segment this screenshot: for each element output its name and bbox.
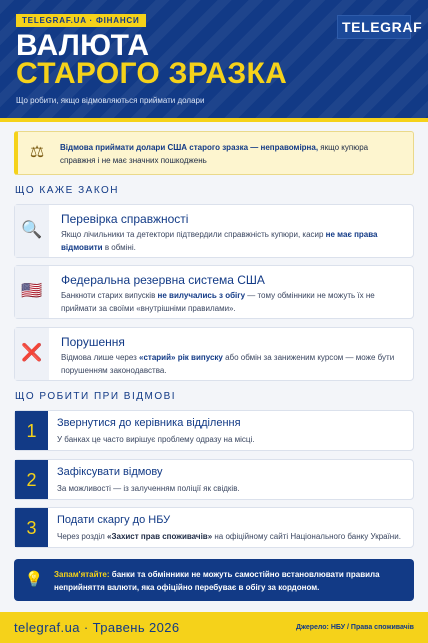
card-title: Перевірка справжності <box>61 212 189 226</box>
section-title-law: ЩО КАЖЕ ЗАКОН <box>15 185 120 196</box>
step-number: 2 <box>15 460 48 499</box>
step-title: Звернутися до керівника відділення <box>57 417 241 429</box>
step-title: Подати скаргу до НБУ <box>57 514 171 526</box>
us-flag-icon: 🇺🇸 <box>21 281 43 300</box>
page-title-line2: СТАРОГО ЗРАЗКА <box>16 57 288 90</box>
footer-source: Джерело: НБУ / Права споживачів <box>296 624 414 631</box>
step-title: Зафіксувати відмову <box>57 466 163 478</box>
section-title-actions: ЩО РОБИТИ ПРИ ВІДМОВІ <box>15 391 177 402</box>
key-callout <box>14 131 414 175</box>
cross-icon: ❌ <box>21 343 43 362</box>
kicker-label: TELEGRAF.UA · ФІНАНСИ <box>16 14 146 27</box>
card-description: Відмова лише через «старий» рік випуску або обмін за заниженим курсом — може бути порушенням законодавства. <box>61 353 395 375</box>
step-description: Через розділ «Захист прав споживачів» на офіційному сайті Національного банку України. <box>57 532 401 541</box>
law-card <box>14 265 414 319</box>
callout-text: Відмова приймати долари США старого зразка — неправомірна, якщо купюра справжня і не має значних пошкоджень <box>60 143 369 165</box>
action-step <box>14 507 414 548</box>
card-title: Федеральна резервна система США <box>61 273 265 287</box>
action-step <box>14 459 414 500</box>
magnifier-icon: 🔍 <box>21 220 43 239</box>
accent-divider <box>0 118 428 122</box>
hero-banner <box>0 0 428 118</box>
card-description: Якщо лічильники та детектори підтвердили справжність купюри, касир не має права відмовити в обміні. <box>61 230 378 252</box>
note-text: Запам'ятайте: банки та обмінники не можуть самостійно встановлювати правила неприйняття валюти, яка офіційно перебуває в обігу за кордоном. <box>54 570 380 592</box>
step-description: У банках це часто вирішує проблему одразу на місці. <box>57 435 255 444</box>
brand-logo[interactable]: TELEGRAF <box>337 15 411 39</box>
page-title-line1: ВАЛЮТА <box>16 29 150 62</box>
scales-icon: ⚖ <box>29 144 45 161</box>
step-number: 3 <box>15 508 48 547</box>
reminder-note <box>14 559 414 601</box>
law-card <box>14 204 414 258</box>
card-title: Порушення <box>61 335 125 349</box>
lightbulb-icon: 💡 <box>24 571 44 588</box>
step-number: 1 <box>15 411 48 450</box>
page-subtitle: Що робити, якщо відмовляються приймати долари <box>16 96 205 105</box>
action-step <box>14 410 414 451</box>
footer-site-date[interactable]: telegraf.ua · Травень 2026 <box>14 620 180 635</box>
card-description: Банкноти старих випусків не вилучались з обігу — тому обмінники не можуть їх не приймати за своїми «внутрішніми правилами». <box>61 291 375 313</box>
step-description: За можливості — із залученням поліції як свідків. <box>57 484 240 493</box>
law-card <box>14 327 414 381</box>
footer <box>0 612 428 643</box>
